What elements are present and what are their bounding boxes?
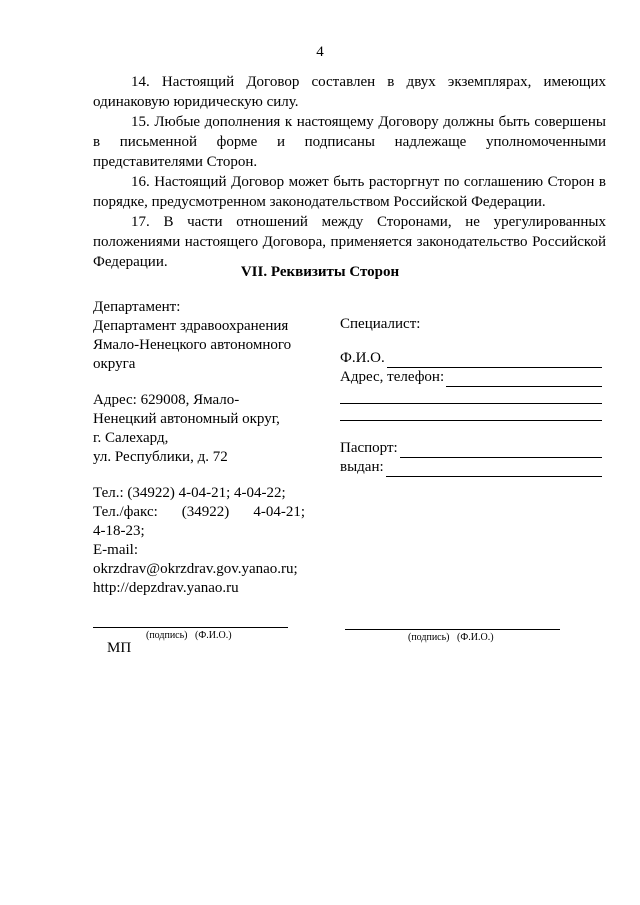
- department-contacts-block: [93, 484, 305, 598]
- specialist-passport-blank: [400, 443, 602, 458]
- specialist-signature-caption: (подпись) (Ф.И.О.): [408, 632, 494, 643]
- department-address-line: Адрес: 629008, Ямало-: [93, 392, 240, 408]
- department-fax-line-cont: 4-18-23;: [93, 523, 145, 539]
- section-title: VII. Реквизиты Сторон: [240, 264, 400, 280]
- department-address-line: ул. Республики, д. 72: [93, 449, 228, 465]
- department-details: [93, 298, 305, 615]
- department-name-line: Департамент здравоохранения: [93, 318, 289, 334]
- specialist-address-field: [340, 368, 602, 387]
- clause-17: 17. В части отношений между Сторонами, не урегулированных положениями настоящего Договора, применяется законодательство Российской Федерации.: [93, 214, 606, 270]
- department-address-line: г. Салехард,: [93, 430, 169, 446]
- specialist-fio-field: [340, 349, 602, 368]
- specialist-address-blank-line: [340, 404, 602, 421]
- clause-15: 15. Любые дополнения к настоящему Договору должны быть совершены в письменной форме и подписаны надлежаще уполномоченными представителями Сторон.: [93, 114, 606, 170]
- clause-16: 16. Настоящий Договор может быть расторгнут по соглашению Сторон в порядке, предусмотренном законодательством Российской Федерации.: [93, 174, 606, 210]
- clause-14: 14. Настоящий Договор составлен в двух экземплярах, имеющих одинаковую юридическую силу.: [93, 74, 606, 110]
- stamp-placeholder: МП: [107, 640, 132, 656]
- specialist-issued-blank: [386, 462, 602, 477]
- department-address-line: Ненецкий автономный округ,: [93, 411, 280, 427]
- page-number: 4: [316, 44, 324, 60]
- specialist-issued-label: выдан:: [340, 459, 384, 475]
- department-signature-caption: (подпись) (Ф.И.О.): [146, 630, 232, 641]
- specialist-fio-blank: [387, 353, 602, 368]
- department-name-block: [93, 298, 305, 374]
- department-heading: Департамент:: [93, 299, 181, 315]
- specialist-address-blank: [446, 372, 602, 387]
- department-fax-line: Тел./факс: (34922) 4-04-21;: [93, 504, 305, 520]
- department-email-label: E-mail:: [93, 542, 138, 558]
- specialist-heading: Специалист:: [340, 316, 421, 332]
- specialist-address-label: Адрес, телефон:: [340, 369, 445, 385]
- department-email: okrzdrav@okrzdrav.gov.yanao.ru;: [93, 561, 298, 577]
- specialist-details: [340, 300, 602, 477]
- specialist-signature-line: [345, 629, 560, 630]
- department-phone-line: Тел.: (34922) 4-04-21; 4-04-22;: [93, 485, 286, 501]
- specialist-address-blank-line: [340, 387, 602, 404]
- specialist-issued-field: [340, 458, 602, 477]
- department-name-line: Ямало-Ненецкого автономного: [93, 337, 292, 353]
- department-signature-line: [93, 627, 288, 628]
- department-name-line: округа: [93, 356, 136, 372]
- contract-clauses: [93, 72, 606, 272]
- specialist-passport-field: [340, 439, 602, 458]
- specialist-passport-label: Паспорт:: [340, 440, 398, 456]
- specialist-fio-label: Ф.И.О.: [340, 350, 385, 366]
- department-address-block: [93, 391, 305, 467]
- department-website: http://depzdrav.yanao.ru: [93, 580, 239, 596]
